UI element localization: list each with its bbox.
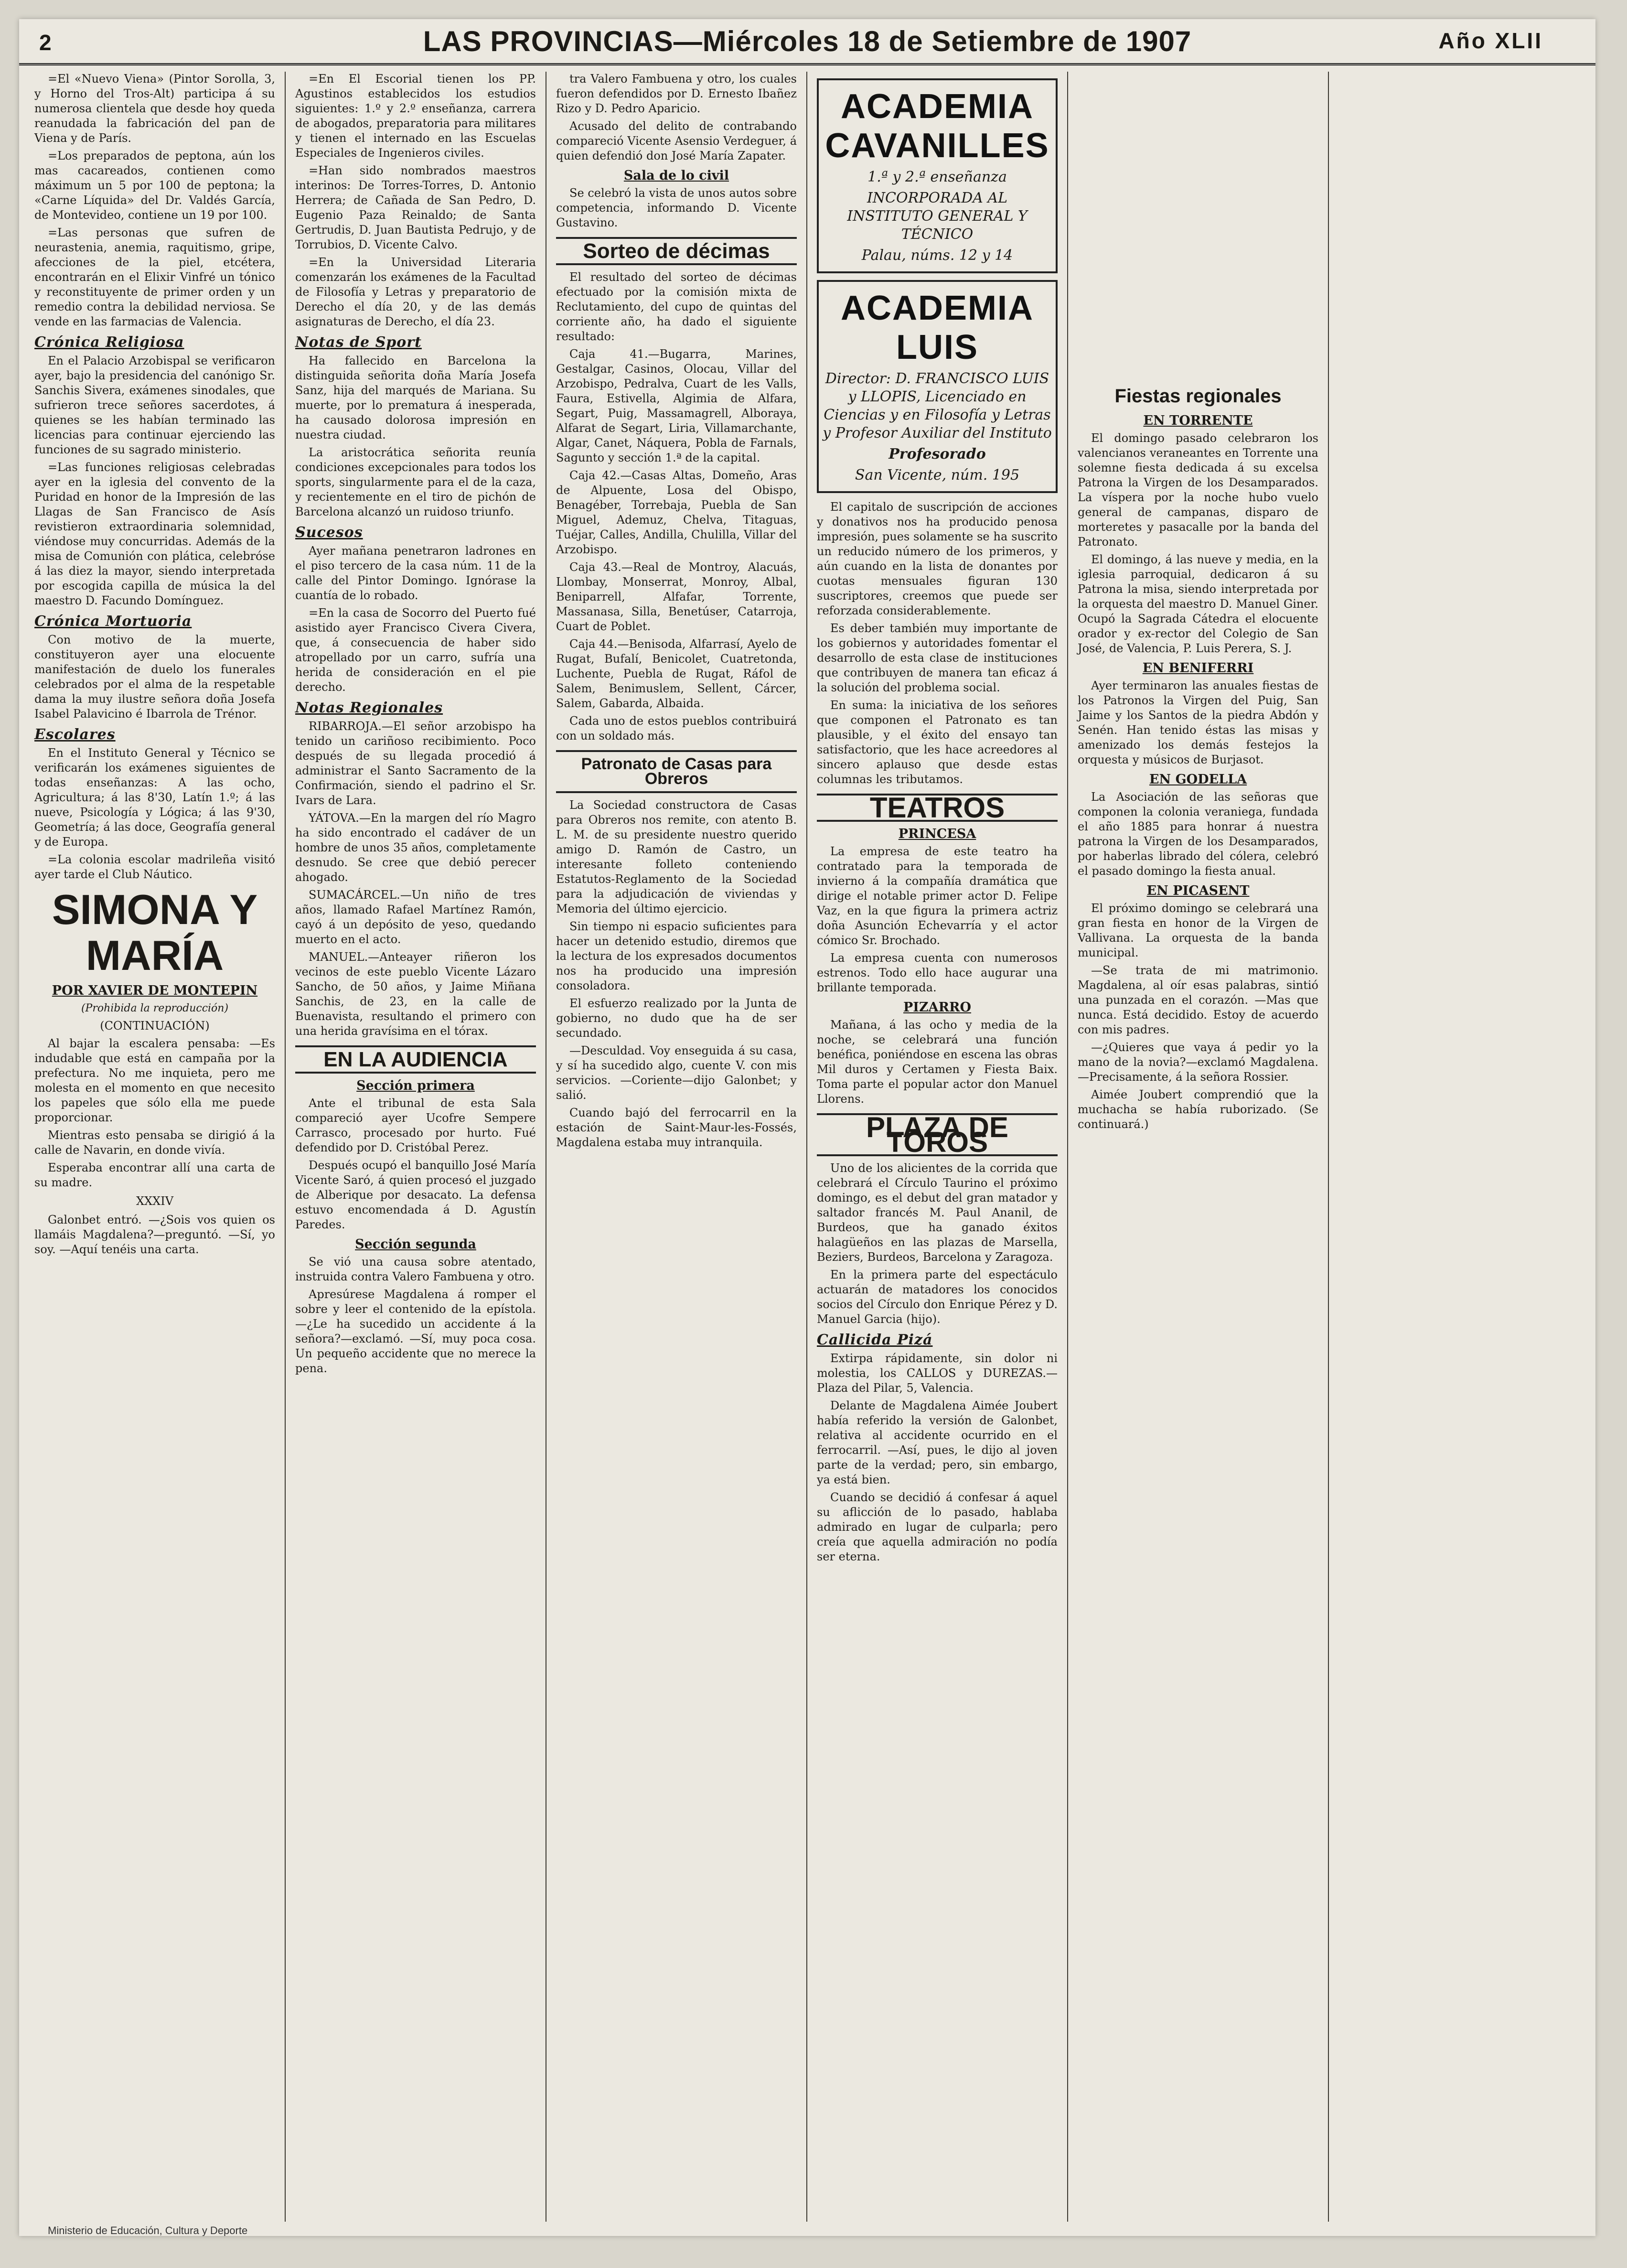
article-paragraph: =En la Universidad Literaria comenzarán los exámenes de la Facultad de Filosofía y Letras y preparatorio de Derecho el día 20, y de las demás asignaturas de Derecho, el día 23. xyxy=(295,256,536,328)
article-paragraph: =Las personas que sufren de neurastenia, anemia, raquitismo, gripe, afecciones de la piel, etcétera, encontrarán en el Elixir Vinfré un tónico y reconstituyente de primer orden y un remedio contra la debilidad nerviosa. Se vende en las farmacias de Valencia. xyxy=(34,226,275,328)
article-paragraph: El próximo domingo se celebrará una gran fiesta en honor de la Virgen de Vallivana. La orquesta de la banda municipal. xyxy=(1078,902,1318,959)
subsection-heading: PIZARRO xyxy=(903,1000,971,1015)
serial-title: SIMONA Y MARÍA xyxy=(52,886,258,979)
column-1 xyxy=(25,72,286,2222)
serial-paragraph: Esperaba encontrar allí una carta de su madre. xyxy=(34,1161,275,1189)
serial-paragraph: Galonbet entró. —¿Sois vos quien os llamáis Magdalena?—preguntó. —Sí, yo soy. —Aquí tenéis una carta. xyxy=(34,1213,275,1256)
article-paragraph: Caja 43.—Real de Montroy, Alacuás, Llombay, Monserrat, Monroy, Albal, Beniparrell, Alfafar, Torrente, Massanasa, Silla, Benetúser, Catarroja, Cuart de Poblet. xyxy=(556,560,797,633)
article-paragraph: =El «Nuevo Viena» (Pintor Sorolla, 3, y Horno del Tros-Alt) participa á su numerosa clientela que desde hoy queda reanudada la fabricación del pan de Viena y de París. xyxy=(34,72,275,145)
serial-paragraph: Mientras esto pensaba se dirigió á la calle de Navarin, en donde vivía. xyxy=(34,1129,275,1157)
volume-label: Año XLII xyxy=(1438,28,1543,53)
ad-spacer xyxy=(1078,72,1318,377)
subsection-heading: EN GODELLA xyxy=(1149,772,1247,787)
serial-paragraph: Aimée Joubert comprendió que la muchacha se había ruborizado. (Se continuará.) xyxy=(1078,1088,1318,1131)
ad-spacer xyxy=(1338,72,1580,377)
article-paragraph: Con motivo de la muerte, constituyeron ayer una elocuente manifestación de duelo los funerales celebrados por el alma de la respetable dama la muy ilustre señora doña Josefa Isabel Palavicino é Ibarrola de Trénor. xyxy=(34,633,275,720)
serial-note: (Prohibida la reproducción) xyxy=(81,1002,229,1014)
article-paragraph: =Las funciones religiosas celebradas ayer en la iglesia del convento de la Puridad en honor de la Impresión de las Llagas de San Francisco de Asís revistieron extraordinaria solemnidad, viéndose muy concurridas. Además de la misa de Comunión con plática, celebróse á las diez la mayor, siendo interpretada por escogida capilla de música la del maestro D. Facundo Domínguez. xyxy=(34,461,275,607)
article-paragraph: La Asociación de las señoras que componen la colonia veraniega, fundada el año 1885 para honrar á nuestra patrona la Virgen de los Desamparados, por haberlas librado del cólera, celebró el pasado domingo la fiesta anual. xyxy=(1078,790,1318,878)
article-paragraph: =Los preparados de peptona, aún los mas cacareados, contienen como máximum un 5 por 100 de peptona; la «Carne Líquida» del Dr. Valdés García, de Montevideo, contiene un 19 por 100. xyxy=(34,149,275,222)
column-2 xyxy=(286,72,546,2222)
article-paragraph: Uno de los alicientes de la corrida que celebrará el Círculo Taurino el próximo domingo, es el debut del gran matador y saltador francés M. Paul Ananil, de Burdeos, que ha ganado éxitos halagüeños en las plazas de Marsella, Beziers, Burdeos, Barcelona y Zaragoza. xyxy=(817,1161,1058,1264)
article-paragraph: Cada uno de estos pueblos contribuirá con un soldado más. xyxy=(556,714,797,742)
section-heading: Notas Regionales xyxy=(295,699,443,716)
advertisement-cavanilles xyxy=(817,78,1058,273)
subsection-heading: Sección primera xyxy=(356,1078,475,1093)
article-paragraph: Extirpa rápidamente, sin dolor ni molestia, los CALLOS y DUREZAS.—Plaza del Pilar, 5, Valencia. xyxy=(817,1352,1058,1395)
subsection-heading: PRINCESA xyxy=(898,827,976,841)
article-paragraph: El domingo pasado celebraron los valencianos veraneantes en Torrente una solemne fiesta dedicada á su excelsa Patrona la Virgen de los Desamparados. La víspera por la noche hubo vuelo general de campanas, disparo de morteretes y pasacalle por la banda del Patronato. xyxy=(1078,431,1318,548)
section-heading: Notas de Sport xyxy=(295,334,422,351)
serial-byline: POR XAVIER DE MONTEPIN xyxy=(52,983,258,998)
section-heading: Escolares xyxy=(34,726,116,743)
column-6 xyxy=(1329,72,1590,2222)
article-paragraph: =Han sido nombrados maestros interinos: De Torres-Torres, D. Antonio Herrera; de Cañada de San Pedro, D. Eugenio Paza Reinaldo; de Santa Gertrudis, D. Juan Bautista Pedrujo, y de Torrubios, D. Vicente Calvo. xyxy=(295,164,536,251)
article-paragraph: Se celebró la vista de unos autos sobre competencia, informando D. Vicente Gustavino. xyxy=(556,186,797,229)
article-paragraph: SUMACÁRCEL.—Un niño de tres años, llamado Rafael Martínez Ramón, cayó á un depósito de yeso, quedando muerto en el acto. xyxy=(295,888,536,946)
article-paragraph: La empresa cuenta con numerosos estrenos. Todo ello hace augurar una brillante temporada. xyxy=(817,951,1058,994)
serial-paragraph: —¿Quieres que vaya á pedir yo la mano de la novia?—exclamó Magdalena. —Precisamente, á la señora Rossier. xyxy=(1078,1041,1318,1084)
article-paragraph: Después ocupó el banquillo José María Vicente Saró, á quien procesó el juzgado de Alberique por desacato. La defensa estuvo encomendada á D. Agustín Paredes. xyxy=(295,1159,536,1231)
section-heading: Crónica Religiosa xyxy=(34,334,184,351)
serial-chapter: XXXIV xyxy=(136,1194,174,1208)
article-paragraph: Mañana, á las ocho y media de la noche, se celebrará una función benéfica, poniéndose en escena las obras Mil duros y Certamen y Fiesta Baix. Toma parte el popular actor don Manuel Llorens. xyxy=(817,1018,1058,1106)
article-paragraph: =En la casa de Socorro del Puerto fué asistido ayer Francisco Civera Civera, que, á consecuencia de haber sido atropellado por un carro, sufría una herida de consideración en el pie derecho. xyxy=(295,606,536,694)
subsection-heading: Sección segunda xyxy=(355,1237,476,1252)
article-paragraph: El resultado del sorteo de décimas efectuado por la comisión mixta de Reclutamiento, del cupo de quintas del corriente año, ha dado el siguiente resultado: xyxy=(556,270,797,343)
article-paragraph: El capitalo de suscripción de acciones y donativos nos ha producido penosa impresión, pues solamente se ha suscrito un reducido número de los primeros, y aún cuando en la lista de donantes por cuotas mensuales figuran 130 suscriptores, creemos que puede ser reforzada considerablemente. xyxy=(817,500,1058,617)
article-paragraph: En el Instituto General y Técnico se verificarán los exámenes siguientes de todas enseñanzas: A las ocho, Agricultura; á las 8'30, Latín 1.º; á las nueve, Psicología y Lógica; á las 9'30, Geometría; á las doce, Geografía general y de Europa. xyxy=(34,746,275,849)
advertisement-academia-luis xyxy=(817,280,1058,493)
section-banner: Sorteo de décimas xyxy=(556,237,797,265)
section-heading: Sucesos xyxy=(295,524,363,541)
article-paragraph: Caja 44.—Benisoda, Alfarrasí, Ayelo de Rugat, Bufalí, Benicolet, Cuatretonda, Luchente, Puebla de Rugat, Ráfol de Salem, Benimuslem, Sellent, Cárcer, Salem, Gabarda, Albaida. xyxy=(556,637,797,710)
subsection-heading: EN TORRENTE xyxy=(1143,413,1253,428)
newspaper-page xyxy=(19,19,1595,2236)
subsection-heading: EN PICASENT xyxy=(1146,883,1250,898)
article-paragraph: Acusado del delito de contrabando compareció Vicente Asensio Verdeguer, á quien defendió don José María Zapater. xyxy=(556,119,797,162)
footer-credit: Ministerio de Educación, Cultura y Deporte xyxy=(48,2225,248,2236)
article-paragraph: RIBARROJA.—El señor arzobispo ha tenido un cariñoso recibimiento. Poco después de su llegada procedió á administrar el Santo Sacramento de la Confirmación, siendo el padrino el Sr. Ivars de Lara. xyxy=(295,720,536,807)
page-number: 2 xyxy=(39,30,52,55)
article-paragraph: La Sociedad constructora de Casas para Obreros nos remite, con atento B. L. M. de su presidente nuestro querido amigo D. Ramón de Castro, un interesante folleto conteniendo Estatutos-Reglamento de la Sociedad para la adjudicación de viviendas y Memoria del último ejercicio. xyxy=(556,798,797,915)
page-title: LAS PROVINCIAS—Miércoles 18 de Setiembre de 1907 xyxy=(423,25,1192,57)
column-grid xyxy=(25,72,1590,2222)
serial-paragraph: Apresúrese Magdalena á romper el sobre y leer el contenido de la epístola. —¿Le ha sucedido un accidente á la señora?—exclamó. —Sí, muy poca cosa. Un pequeño accidente que no merece la pena. xyxy=(295,1288,536,1375)
article-paragraph: =En El Escorial tienen los PP. Agustinos establecidos los estudios siguientes: 1.º y 2.º enseñanza, carrera de abogados, preparatoria para militares y tienen el internado en las Escuelas Especiales de Ingenieros civiles. xyxy=(295,72,536,160)
article-paragraph: YÁTOVA.—En la margen del río Magro ha sido encontrado el cadáver de un hombre de unos 35 años, completamente desnudo. Se cree que debió perecer ahogado. xyxy=(295,811,536,884)
article-paragraph: Se vió una causa sobre atentado, instruida contra Valero Fambuena y otro. xyxy=(295,1255,536,1283)
ad-line: INCORPORADA AL INSTITUTO GENERAL Y TÉCNICO xyxy=(847,190,1028,243)
article-paragraph: MANUEL.—Anteayer riñeron los vecinos de este pueblo Vicente Lázaro Sancho, de 50 años, y Jaime Miñana Sanchis, de 23, en la calle de Buenavista, resultando el primero con una herida gravísima en el tórax. xyxy=(295,950,536,1038)
section-heading: Callicida Pizá xyxy=(817,1332,933,1348)
ad-subtitle: 1.ª y 2.ª enseñanza xyxy=(867,169,1007,185)
section-banner: Fiestas regionales xyxy=(1114,386,1282,407)
serial-paragraph: Delante de Magdalena Aimée Joubert había referido la versión de Galonbet, relativa al accidente ocurrido en el ferrocarril. —Así, pues, le dijo al joven parte de la verdad; pero, sin embargo, ya está bien. xyxy=(817,1399,1058,1486)
serial-continuation: (CONTINUACIÓN) xyxy=(100,1019,210,1032)
article-paragraph: Caja 41.—Bugarra, Marines, Gestalgar, Casinos, Olocau, Villar del Arzobispo, Pedralva, Cuart de les Valls, Faura, Estivella, Algimia de Alfara, Segart, Puig, Massamagrell, Alboraya, Alfarat de Segart, Liria, Villamarchante, Algar, Canet, Náquera, Pobla de Farnals, Sagunto y sección 1.ª de la capital. xyxy=(556,347,797,464)
article-paragraph: Sin tiempo ni espacio suficientes para hacer un detenido estudio, diremos que la lectura de los expresados documentos nos ha producido una impresión consoladora. xyxy=(556,920,797,992)
ad-address: Palau, núms. 12 y 14 xyxy=(861,247,1013,264)
section-banner: Patronato de Casas para Obreros xyxy=(556,750,797,793)
article-paragraph: Ante el tribunal de esta Sala compareció ayer Ucofre Sempere Carrasco, procesado por hurto. Fué defendido por D. Cristóbal Perez. xyxy=(295,1096,536,1154)
section-banner: TEATROS xyxy=(817,794,1058,822)
article-paragraph: Ayer terminaron las anuales fiestas de los Patronos la Virgen del Puig, San Jaime y los Santos de la piedra Abdón y Senén. Han tenido éstas las misas y amenizado los demás festejos la orquesta y músicos de Burjasot. xyxy=(1078,679,1318,766)
ad-title: ACADEMIA LUIS xyxy=(841,289,1034,366)
serial-paragraph: Cuando se decidió á confesar á aquel su aflicción de lo pasado, hablaba admirado en lugar de culparla; pero creía que aquella admiración no podía ser eterna. xyxy=(817,1491,1058,1563)
article-paragraph: tra Valero Fambuena y otro, los cuales fueron defendidos por D. Ernesto Ibañez Rizo y D. Pedro Aparicio. xyxy=(556,72,797,115)
masthead xyxy=(19,19,1595,65)
article-paragraph: =La colonia escolar madrileña visitó ayer tarde el Club Náutico. xyxy=(34,853,275,881)
section-heading: Crónica Mortuoria xyxy=(34,613,192,630)
article-paragraph: La empresa de este teatro ha contratado para la temporada de invierno á la compañía dramática que dirige el notable primer actor D. Felipe Vaz, en la que figura la primera actriz doña Asunción Echevarría y el actor cómico Sr. Brochado. xyxy=(817,845,1058,947)
serial-paragraph: —Desculdad. Voy enseguida á su casa, y sí ha sucedido algo, cuente V. con mis servicios. —Coriente—dijo Galonbet; y salió. xyxy=(556,1044,797,1102)
column-5 xyxy=(1068,72,1329,2222)
article-paragraph: Caja 42.—Casas Altas, Domeño, Aras de Alpuente, Losa del Obispo, Benagéber, Torrebaja, Puebla de San Miguel, Ademuz, Chelva, Titaguas, Tuéjar, Calles, Andilla, Chulilla, Villar del Arzobispo. xyxy=(556,469,797,556)
subsection-heading: Sala de lo civil xyxy=(623,168,729,183)
section-banner: EN LA AUDIENCIA xyxy=(295,1045,536,1074)
column-3 xyxy=(546,72,807,2222)
article-paragraph: En la primera parte del espectáculo actuarán de matadores los conocidos socios del Círculo don Enrique Pérez y D. Manuel Garcia (hijo). xyxy=(817,1268,1058,1326)
article-paragraph: El esfuerzo realizado por la Junta de gobierno, no dudo que ha de ser secundado. xyxy=(556,997,797,1040)
ad-title: ACADEMIA CAVANILLES xyxy=(825,87,1049,165)
ad-director: Director: D. FRANCISCO LUIS y LLOPIS, Licenciado en Ciencias y en Filosofía y Letras y Profesor Auxiliar del Instituto xyxy=(823,370,1052,441)
serial-paragraph: Cuando bajó del ferrocarril en la estación de Saint-Maur-les-Fossés, Magdalena estaba muy intranquila. xyxy=(556,1106,797,1149)
article-paragraph: En el Palacio Arzobispal se verificaron ayer, bajo la presidencia del canónigo Sr. Sanchis Sivera, exámenes sinodales, que sufrieron trece señores sacerdotes, á quienes se les habían terminado las licencias para continuar ejerciendo las funciones de su sagrado ministerio. xyxy=(34,354,275,456)
ad-address: San Vicente, núm. 195 xyxy=(855,467,1020,484)
article-paragraph: Ha fallecido en Barcelona la distinguida señorita doña María Josefa Sanz, hija del marqués de Mariana. Su muerte, por lo prematura á inesperada, ha causado dolorosa impresión en nuestra ciudad. xyxy=(295,354,536,441)
column-4 xyxy=(807,72,1068,2222)
ad-profesorado: Profesorado xyxy=(888,446,986,462)
article-paragraph: La aristocrática señorita reunía condiciones excepcionales para todos los sports, singularmente para el de la caza, y recientemente en el tiro de pichón de Barcelona alcanzó un ruidoso triunfo. xyxy=(295,446,536,518)
serial-paragraph: Al bajar la escalera pensaba: —Es indudable que está en campaña por la prefectura. No me inquieta, pero me molesta en el momento en que necesito los papeles que sólo ella me puede proporcionar. xyxy=(34,1037,275,1124)
section-banner: PLAZA DE TOROS xyxy=(817,1113,1058,1156)
article-paragraph: Ayer mañana penetraron ladrones en el piso tercero de la casa núm. 11 de la calle del Pintor Domingo. Ignórase la cuantía de lo robado. xyxy=(295,544,536,602)
article-paragraph: El domingo, á las nueve y media, en la iglesia parroquial, dedicaron á su Patrona la misa, siendo interpretada por la orquesta del maestro D. Manuel Giner. Ocupó la Sagrada Cátedra el elocuente orador y ex-rector del Colegio de San José, de Valencia, P. Luis Perera, S. J. xyxy=(1078,553,1318,655)
serial-paragraph: —Se trata de mi matrimonio. Magdalena, al oír esas palabras, sintió una punzada en el corazón. —Mas que nunca. Está decidido. Estoy de acuerdo con mis padres. xyxy=(1078,964,1318,1036)
article-paragraph: Es deber también muy importante de los gobiernos y autoridades fomentar el desarrollo de esta clase de instituciones que contribuyen de manera tan eficaz á la solución del problema social. xyxy=(817,622,1058,694)
article-paragraph: En suma: la iniciativa de los señores que componen el Patronato es tan plausible, y el éxito del ensayo tan satisfactorio, que les hace acreedores al sincero aplauso que desde estas columnas les tributamos. xyxy=(817,699,1058,786)
subsection-heading: EN BENIFERRI xyxy=(1142,661,1254,676)
